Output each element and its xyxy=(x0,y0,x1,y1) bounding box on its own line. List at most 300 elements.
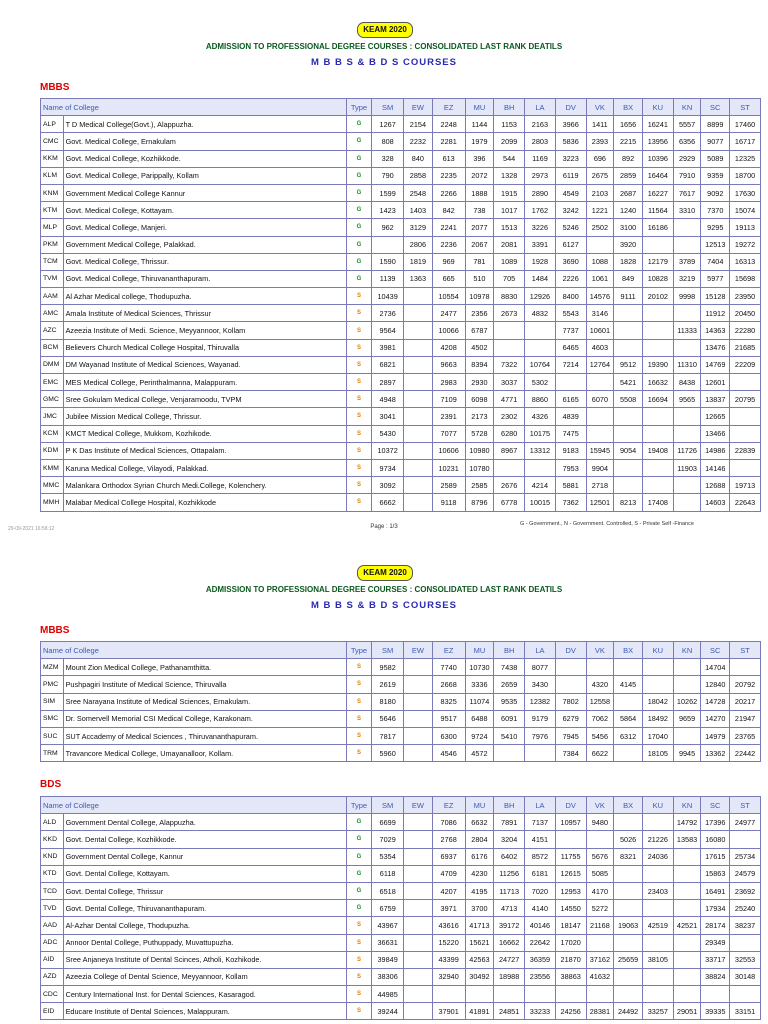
rank-cell: 12382 xyxy=(525,693,556,710)
table-row xyxy=(41,167,761,184)
rank-cell: 2226 xyxy=(555,270,586,287)
college-type: G xyxy=(346,150,372,167)
rank-cell: 1928 xyxy=(525,253,556,270)
rank-cell xyxy=(404,848,433,865)
rank-cell: 43616 xyxy=(432,917,465,934)
college-type: S xyxy=(346,305,372,322)
rank-cell: 7740 xyxy=(432,659,465,676)
rank-cell xyxy=(673,659,701,676)
rank-cell: 7362 xyxy=(555,494,586,511)
rank-cell: 8796 xyxy=(465,494,494,511)
rank-cell: 9582 xyxy=(372,659,404,676)
rank-cell: 9535 xyxy=(494,693,525,710)
rank-cell: 12179 xyxy=(642,253,673,270)
rank-cell xyxy=(404,727,433,744)
column-header: SM xyxy=(372,642,404,659)
college-type: S xyxy=(346,356,372,373)
rank-cell xyxy=(673,305,701,322)
rank-cell: 12615 xyxy=(555,865,586,882)
rank-cell: 25659 xyxy=(614,951,643,968)
rank-cell: 13476 xyxy=(701,339,730,356)
table-row xyxy=(41,693,761,710)
college-type: S xyxy=(346,934,372,951)
rank-cell: 3226 xyxy=(525,219,556,236)
rank-cell: 613 xyxy=(432,150,465,167)
rank-cell: 18105 xyxy=(642,745,673,762)
rank-cell: 13362 xyxy=(701,745,730,762)
rank-cell: 4230 xyxy=(465,865,494,882)
table-row xyxy=(41,676,761,693)
table-row xyxy=(41,951,761,968)
rank-cell: 23950 xyxy=(730,288,761,305)
college-code: KTD xyxy=(41,865,64,882)
rank-cell: 13466 xyxy=(701,425,730,442)
rank-cell: 7029 xyxy=(372,831,404,848)
rank-cell xyxy=(586,831,614,848)
rank-cell: 7953 xyxy=(555,459,586,476)
rank-cell: 2103 xyxy=(586,184,614,201)
rank-cell: 4207 xyxy=(432,882,465,899)
college-name: Educare Institute of Dental Sciences, Malappuram. xyxy=(63,1003,346,1020)
rank-cell: 39172 xyxy=(494,917,525,934)
rank-cell xyxy=(642,339,673,356)
rank-cell: 1828 xyxy=(614,253,643,270)
rank-cell: 7086 xyxy=(432,814,465,831)
rank-cell xyxy=(673,676,701,693)
rank-cell: 13837 xyxy=(701,391,730,408)
rank-cell: 2391 xyxy=(432,408,465,425)
rank-cell: 5354 xyxy=(372,848,404,865)
mbbs-table xyxy=(40,641,761,762)
rank-cell: 11256 xyxy=(494,865,525,882)
college-code: KNM xyxy=(41,184,64,201)
college-code: PMC xyxy=(41,676,64,693)
rank-cell xyxy=(404,659,433,676)
college-type: G xyxy=(346,236,372,253)
rank-cell: 37901 xyxy=(432,1003,465,1020)
rank-cell: 14146 xyxy=(701,459,730,476)
college-code: CDC xyxy=(41,986,64,1003)
college-code: TRM xyxy=(41,745,64,762)
college-code: ADC xyxy=(41,934,64,951)
rank-cell: 18700 xyxy=(730,167,761,184)
rank-cell xyxy=(404,865,433,882)
rank-cell: 36631 xyxy=(372,934,404,951)
college-type: S xyxy=(346,710,372,727)
table-row xyxy=(41,339,761,356)
rank-cell: 41632 xyxy=(586,968,614,985)
rank-cell: 17630 xyxy=(730,184,761,201)
rank-cell: 6098 xyxy=(465,391,494,408)
column-header: Type xyxy=(346,797,372,814)
bds-table xyxy=(40,796,761,1020)
college-type: S xyxy=(346,676,372,693)
rank-cell: 30148 xyxy=(730,968,761,985)
college-code: PKM xyxy=(41,236,64,253)
rank-cell: 22839 xyxy=(730,442,761,459)
table-row xyxy=(41,848,761,865)
college-type: S xyxy=(346,425,372,442)
college-code: AAD xyxy=(41,917,64,934)
college-name: Govt. Medical College, Manjeri. xyxy=(63,219,346,236)
rank-cell: 3966 xyxy=(555,116,586,133)
rank-cell: 20795 xyxy=(730,391,761,408)
rank-cell: 20792 xyxy=(730,676,761,693)
rank-cell xyxy=(404,710,433,727)
college-type: S xyxy=(346,917,372,934)
rank-cell xyxy=(642,477,673,494)
rank-cell: 22643 xyxy=(730,494,761,511)
college-code: EID xyxy=(41,1003,64,1020)
rank-cell: 808 xyxy=(372,133,404,150)
table-row xyxy=(41,270,761,287)
rank-cell: 6632 xyxy=(465,814,494,831)
college-type: S xyxy=(346,322,372,339)
column-header: VK xyxy=(586,99,614,116)
rank-cell: 12688 xyxy=(701,477,730,494)
type-legend: G - Government., N - Government. Controlled, S - Private Self -Finance xyxy=(520,521,694,527)
rank-cell: 6518 xyxy=(372,882,404,899)
rank-cell: 16313 xyxy=(730,253,761,270)
rank-cell xyxy=(494,745,525,762)
rank-cell: 16717 xyxy=(730,133,761,150)
rank-cell: 5410 xyxy=(494,727,525,744)
rank-cell: 4208 xyxy=(432,339,465,356)
rank-cell: 1017 xyxy=(494,202,525,219)
college-name: T D Medical College(Govt.), Alappuzha. xyxy=(63,116,346,133)
table-row xyxy=(41,494,761,511)
rank-cell: 10262 xyxy=(673,693,701,710)
rank-cell xyxy=(586,408,614,425)
page-2 xyxy=(0,560,768,1024)
rank-cell: 2803 xyxy=(525,133,556,150)
rank-cell xyxy=(673,900,701,917)
college-code: KDM xyxy=(41,442,64,459)
rank-cell xyxy=(494,322,525,339)
college-type: S xyxy=(346,494,372,511)
rank-cell xyxy=(673,882,701,899)
rank-cell: 969 xyxy=(432,253,465,270)
rank-cell: 2099 xyxy=(494,133,525,150)
rank-cell: 1221 xyxy=(586,202,614,219)
rank-cell xyxy=(614,477,643,494)
column-header: SM xyxy=(372,797,404,814)
rank-cell xyxy=(614,408,643,425)
rank-cell: 8899 xyxy=(701,116,730,133)
rank-cell: 10066 xyxy=(432,322,465,339)
rank-cell xyxy=(404,934,433,951)
column-header: EW xyxy=(404,99,433,116)
rank-cell: 15621 xyxy=(465,934,494,951)
college-name: Al-Azhar Dental College, Thodupuzha. xyxy=(63,917,346,934)
rank-cell: 4140 xyxy=(525,900,556,917)
rank-cell: 18042 xyxy=(642,693,673,710)
rank-cell: 1240 xyxy=(614,202,643,219)
rank-cell: 3789 xyxy=(673,253,701,270)
rank-cell: 19063 xyxy=(614,917,643,934)
rank-cell: 19408 xyxy=(642,442,673,459)
rank-cell: 6787 xyxy=(465,322,494,339)
rank-cell: 22442 xyxy=(730,745,761,762)
college-name: Govt. Dental College, Kottayam. xyxy=(63,865,346,882)
rank-cell xyxy=(404,814,433,831)
rank-cell: 2897 xyxy=(372,374,404,391)
rank-cell: 11713 xyxy=(494,882,525,899)
college-code: KND xyxy=(41,848,64,865)
column-header: ST xyxy=(730,99,761,116)
rank-cell: 5836 xyxy=(555,133,586,150)
table-row xyxy=(41,219,761,236)
rank-cell: 17408 xyxy=(642,494,673,511)
rank-cell: 7945 xyxy=(555,727,586,744)
column-header: EW xyxy=(404,797,433,814)
rank-cell xyxy=(642,459,673,476)
rank-cell: 8321 xyxy=(614,848,643,865)
column-header: EW xyxy=(404,642,433,659)
column-header: KN xyxy=(673,642,701,659)
rank-cell: 3690 xyxy=(555,253,586,270)
rank-cell: 962 xyxy=(372,219,404,236)
rank-cell: 2302 xyxy=(494,408,525,425)
rank-cell xyxy=(730,831,761,848)
table-row xyxy=(41,710,761,727)
college-name: Govt. Medical College, Thiruvananthapuram. xyxy=(63,270,346,287)
rank-cell: 10730 xyxy=(465,659,494,676)
rank-cell: 10978 xyxy=(465,288,494,305)
rank-cell: 14576 xyxy=(586,288,614,305)
college-name: Sree Anjaneya Institute of Dental Scinces, Atholi, Kozhikode. xyxy=(63,951,346,968)
college-code: MLP xyxy=(41,219,64,236)
rank-cell xyxy=(404,900,433,917)
college-code: MMH xyxy=(41,494,64,511)
rank-cell xyxy=(404,693,433,710)
column-header: LA xyxy=(525,797,556,814)
table-row xyxy=(41,917,761,934)
column-header: MU xyxy=(465,642,494,659)
college-name: Govt. Medical College, Ernakulam xyxy=(63,133,346,150)
college-code: KTM xyxy=(41,202,64,219)
rank-cell: 38105 xyxy=(642,951,673,968)
rank-cell xyxy=(673,219,701,236)
rank-cell: 4948 xyxy=(372,391,404,408)
college-type: S xyxy=(346,659,372,676)
mbbs-table xyxy=(40,98,761,512)
rank-cell: 665 xyxy=(432,270,465,287)
rank-cell: 8400 xyxy=(555,288,586,305)
college-name: DM Wayanad Institute of Medical Sciences, Wayanad. xyxy=(63,356,346,373)
rank-cell: 8830 xyxy=(494,288,525,305)
rank-cell: 15945 xyxy=(586,442,614,459)
rank-cell: 14979 xyxy=(701,727,730,744)
rank-cell: 7214 xyxy=(555,356,586,373)
rank-cell: 6699 xyxy=(372,814,404,831)
rank-cell: 12926 xyxy=(525,288,556,305)
table-header xyxy=(41,642,761,659)
college-type: S xyxy=(346,986,372,1003)
rank-cell: 2235 xyxy=(432,167,465,184)
column-header: VK xyxy=(586,797,614,814)
rank-cell: 842 xyxy=(432,202,465,219)
rank-cell: 24977 xyxy=(730,814,761,831)
college-type: S xyxy=(346,727,372,744)
column-header: EZ xyxy=(432,99,465,116)
rank-cell: 6119 xyxy=(555,167,586,184)
rank-cell: 21947 xyxy=(730,710,761,727)
college-name: Govt. Dental College, Kozhikkode. xyxy=(63,831,346,848)
table-row xyxy=(41,659,761,676)
table-row xyxy=(41,900,761,917)
column-header: Type xyxy=(346,642,372,659)
rank-cell: 4771 xyxy=(494,391,525,408)
rank-cell: 7617 xyxy=(673,184,701,201)
rank-cell: 19713 xyxy=(730,477,761,494)
rank-cell: 1061 xyxy=(586,270,614,287)
rank-cell: 6821 xyxy=(372,356,404,373)
rank-cell: 9904 xyxy=(586,459,614,476)
rank-cell: 1888 xyxy=(465,184,494,201)
rank-cell: 2930 xyxy=(465,374,494,391)
college-code: TCD xyxy=(41,882,64,899)
rank-cell: 2163 xyxy=(525,116,556,133)
rank-cell: 17040 xyxy=(642,727,673,744)
rank-cell: 4151 xyxy=(525,831,556,848)
rank-cell xyxy=(494,459,525,476)
rank-cell: 10780 xyxy=(465,459,494,476)
rank-cell: 2356 xyxy=(465,305,494,322)
column-header: ST xyxy=(730,797,761,814)
rank-cell: 2067 xyxy=(465,236,494,253)
rank-cell xyxy=(404,951,433,968)
rank-cell: 849 xyxy=(614,270,643,287)
rank-cell: 25240 xyxy=(730,900,761,917)
rank-cell: 5302 xyxy=(525,374,556,391)
rank-cell xyxy=(465,986,494,1003)
rank-cell xyxy=(555,659,586,676)
college-type: G xyxy=(346,865,372,882)
rank-cell xyxy=(642,676,673,693)
rank-cell xyxy=(404,831,433,848)
rank-cell: 42521 xyxy=(673,917,701,934)
rank-cell: 9359 xyxy=(701,167,730,184)
rank-cell: 23765 xyxy=(730,727,761,744)
college-name: KMCT Medical College, Mukkom, Kozhikode. xyxy=(63,425,346,442)
college-type: S xyxy=(346,374,372,391)
college-code: KMM xyxy=(41,459,64,476)
college-code: GMC xyxy=(41,391,64,408)
rank-cell: 738 xyxy=(465,202,494,219)
rank-cell: 4709 xyxy=(432,865,465,882)
rank-cell xyxy=(555,986,586,1003)
rank-cell: 1089 xyxy=(494,253,525,270)
rank-cell: 5864 xyxy=(614,710,643,727)
college-code: KKM xyxy=(41,150,64,167)
rank-cell: 18988 xyxy=(494,968,525,985)
rank-cell: 4832 xyxy=(525,305,556,322)
rank-cell: 14728 xyxy=(701,693,730,710)
rank-cell xyxy=(673,848,701,865)
rank-cell: 8213 xyxy=(614,494,643,511)
column-header: Name of College xyxy=(41,642,347,659)
rank-cell xyxy=(642,425,673,442)
rank-cell: 29051 xyxy=(673,1003,701,1020)
rank-cell: 10606 xyxy=(432,442,465,459)
rank-cell: 13312 xyxy=(525,442,556,459)
rank-cell: 1169 xyxy=(525,150,556,167)
rank-cell: 1144 xyxy=(465,116,494,133)
rank-cell: 2929 xyxy=(673,150,701,167)
college-name: Century International Inst. for Dental Sciences, Kasaragod. xyxy=(63,986,346,1003)
column-header: LA xyxy=(525,642,556,659)
rank-cell: 2154 xyxy=(404,116,433,133)
rank-cell xyxy=(555,676,586,693)
rank-cell: 5977 xyxy=(701,270,730,287)
college-code: SUC xyxy=(41,727,64,744)
rank-cell: 12501 xyxy=(586,494,614,511)
rank-cell: 1915 xyxy=(494,184,525,201)
rank-cell: 17460 xyxy=(730,116,761,133)
rank-cell: 14550 xyxy=(555,900,586,917)
college-name: Sree Narayana Institute of Medical Sciences, Ernakulam. xyxy=(63,693,346,710)
college-type: S xyxy=(346,693,372,710)
rank-cell: 781 xyxy=(465,253,494,270)
college-code: DMM xyxy=(41,356,64,373)
rank-cell: 8077 xyxy=(525,659,556,676)
college-type: S xyxy=(346,1003,372,1020)
table-header xyxy=(41,99,761,116)
rank-cell: 33717 xyxy=(701,951,730,968)
rank-cell: 20450 xyxy=(730,305,761,322)
rank-cell: 7475 xyxy=(555,425,586,442)
table-row xyxy=(41,391,761,408)
rank-cell: 4546 xyxy=(432,745,465,762)
rank-cell: 20217 xyxy=(730,693,761,710)
college-type: S xyxy=(346,391,372,408)
rank-cell xyxy=(494,339,525,356)
rank-cell: 3336 xyxy=(465,676,494,693)
rank-cell: 17934 xyxy=(701,900,730,917)
page-heading: ADMISSION TO PROFESSIONAL DEGREE COURSES : CONSOLIDATED LAST RANK DEATILS xyxy=(205,585,563,594)
table-row xyxy=(41,1003,761,1020)
rank-cell xyxy=(730,459,761,476)
rank-cell xyxy=(404,676,433,693)
college-name: MES Medical College, Perinthalmanna, Malappuram. xyxy=(63,374,346,391)
column-header: KU xyxy=(642,642,673,659)
rank-cell xyxy=(614,425,643,442)
rank-cell: 6279 xyxy=(555,710,586,727)
college-name: SUT Accademy of Medical Sciences , Thiruvananthapuram. xyxy=(63,727,346,744)
table-row xyxy=(41,934,761,951)
rank-cell: 10372 xyxy=(372,442,404,459)
college-code: ALD xyxy=(41,814,64,831)
rank-cell xyxy=(614,968,643,985)
column-header: MU xyxy=(465,99,494,116)
rank-cell: 2859 xyxy=(614,167,643,184)
rank-cell xyxy=(642,986,673,1003)
rank-cell: 5728 xyxy=(465,425,494,442)
college-code: KKD xyxy=(41,831,64,848)
rank-cell xyxy=(586,374,614,391)
table-row xyxy=(41,425,761,442)
rank-cell: 7062 xyxy=(586,710,614,727)
rank-cell xyxy=(404,356,433,373)
rank-cell: 14704 xyxy=(701,659,730,676)
rank-cell xyxy=(586,236,614,253)
rank-cell: 3204 xyxy=(494,831,525,848)
column-header: KU xyxy=(642,797,673,814)
rank-cell: 7109 xyxy=(432,391,465,408)
section-title-mbbs: MBBS xyxy=(40,625,70,636)
rank-cell: 20102 xyxy=(642,288,673,305)
